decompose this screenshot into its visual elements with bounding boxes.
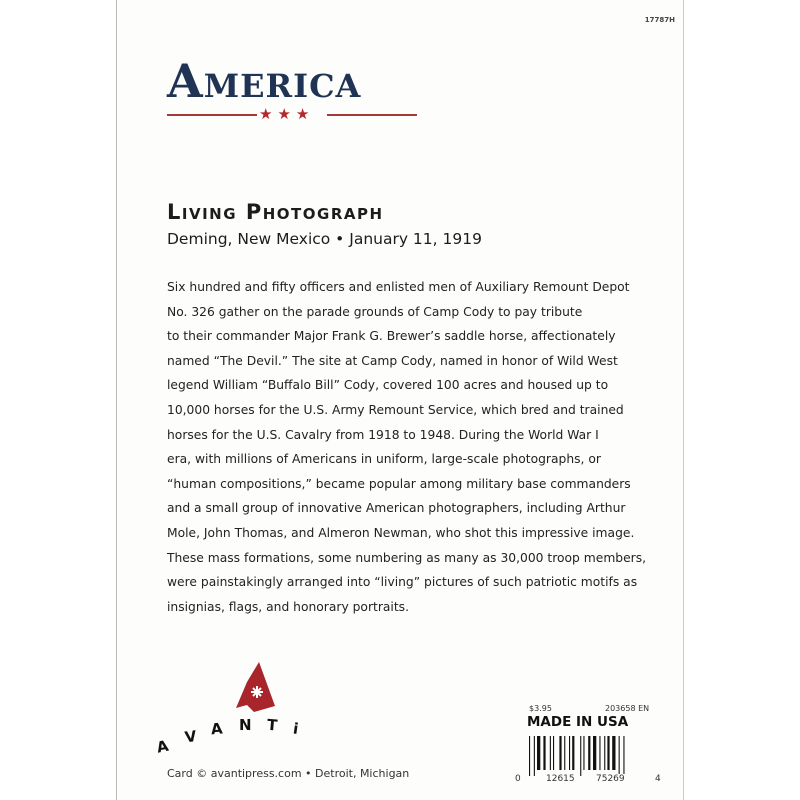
description-line: to their commander Major Frank G. Brewer’s saddle horse, affectionately: [167, 329, 616, 344]
barcode-bar: [583, 736, 584, 770]
svg-text:i: i: [291, 719, 300, 739]
barcode-bar: [623, 736, 624, 776]
description-line: 10,000 horses for the U.S. Army Remount Service, which bred and trained: [167, 402, 624, 417]
description-line: No. 326 gather on the parade grounds of Camp Cody to pay tribute: [167, 304, 583, 319]
barcode-bar: [537, 736, 540, 770]
divider-left: [167, 114, 257, 116]
barcode-bar: [564, 736, 565, 770]
barcode-bar: [534, 736, 535, 776]
description-line: were painstakingly arranged into “living” pictures of such patriotic motifs as: [167, 575, 638, 590]
card-subtitle: Deming, New Mexico • January 11, 1919: [167, 230, 482, 248]
barcode-bar: [604, 736, 605, 770]
barcode-bar: [572, 736, 574, 770]
barcode-bar: [580, 736, 581, 776]
description: [167, 275, 647, 619]
description-line: These mass formations, some numbering as many as 30,000 troop members,: [167, 550, 647, 565]
barcode: [529, 736, 647, 776]
barcode-bar: [529, 736, 530, 776]
description-line: Six hundred and fifty officers and enlisted men of Auxiliary Remount Depot: [167, 280, 630, 294]
product-code: 17787H: [644, 16, 675, 24]
svg-text:V: V: [183, 727, 198, 747]
card-back: [116, 0, 684, 800]
made-in-label: MADE IN USA: [527, 714, 629, 730]
card-title: Living Photograph: [167, 200, 384, 224]
barcode-bar: [593, 736, 596, 770]
barcode-bar: [588, 736, 590, 770]
barcode-bar: [559, 736, 561, 770]
barcode-bar: [550, 736, 551, 770]
divider-right: [327, 114, 417, 116]
svg-text:T: T: [266, 715, 279, 735]
brand-title: America: [167, 54, 362, 108]
barcode-bar: [607, 736, 609, 770]
description-line: Mole, John Thomas, and Almeron Newman, who shot this impressive image.: [167, 525, 635, 540]
description-line: legend William “Buffalo Bill” Cody, covered 100 acres and housed up to: [167, 378, 609, 393]
barcode-digits-right: 75269: [596, 774, 625, 784]
stars-icon: ★★★: [259, 105, 315, 123]
svg-text:A: A: [210, 719, 224, 739]
svg-text:A: A: [155, 736, 171, 757]
sku: 203658 EN: [605, 704, 650, 713]
description-line: named “The Devil.” The site at Camp Cody, named in honor of Wild West: [167, 353, 618, 368]
barcode-bar: [553, 736, 554, 770]
barcode-bar: [569, 736, 570, 770]
barcode-digits-left: 12615: [546, 774, 575, 784]
barcode-bar: [619, 736, 620, 776]
price: $3.95: [529, 704, 552, 713]
barcode-bar: [543, 736, 545, 770]
description-line: and a small group of innovative American photographers, including Arthur: [167, 501, 626, 516]
avanti-logo: [151, 660, 331, 760]
copyright-credit: Card © avantipress.com • Detroit, Michigan: [167, 767, 410, 780]
description-line: horses for the U.S. Cavalry from 1918 to 1948. During the World War I: [167, 427, 599, 442]
description-line: insignias, flags, and honorary portraits.: [167, 599, 409, 614]
barcode-bar: [599, 736, 600, 770]
barcode-digit-last: 4: [655, 774, 661, 784]
svg-text:N: N: [239, 716, 252, 734]
barcode-digit-first: 0: [515, 774, 521, 784]
description-line: “human compositions,” became popular among military base commanders: [167, 476, 631, 491]
barcode-bar: [612, 736, 615, 770]
description-line: era, with millions of Americans in uniform, large-scale photographs, or: [167, 452, 601, 467]
